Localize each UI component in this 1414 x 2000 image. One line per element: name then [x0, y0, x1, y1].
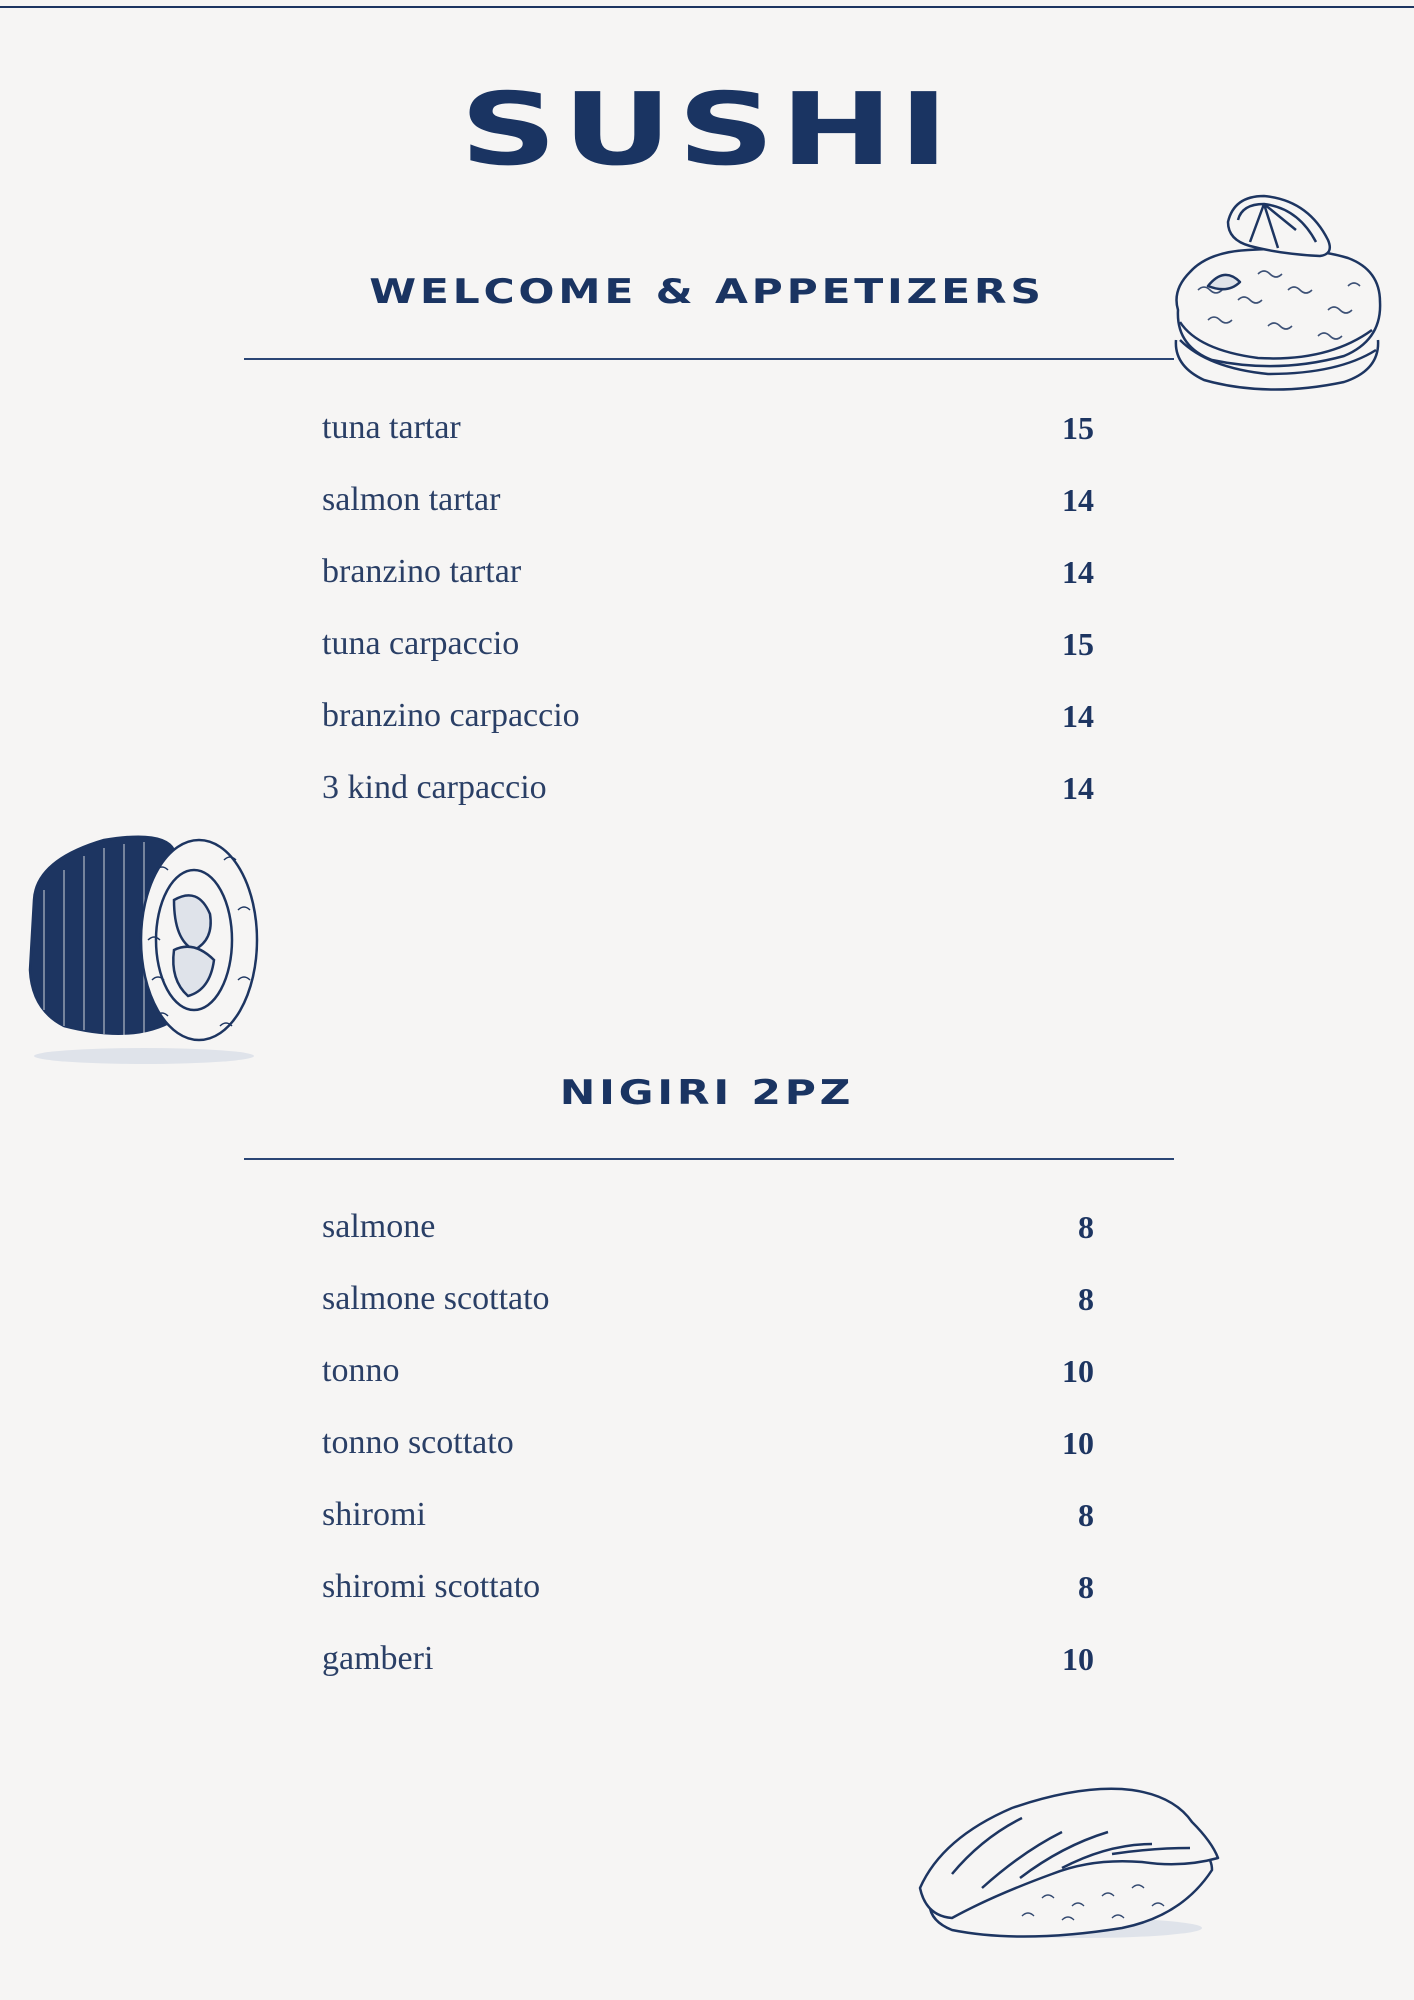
- menu-item: [322, 1551, 1096, 1623]
- item-name: 3 kind carpaccio: [322, 769, 547, 806]
- item-name: branzino carpaccio: [322, 697, 580, 734]
- maki-roll-illustration: [24, 830, 264, 1070]
- page-title: SUSHI: [459, 71, 955, 188]
- item-price: 14: [1062, 553, 1094, 590]
- menu-item: [322, 464, 1096, 536]
- item-price: 8: [1078, 1280, 1094, 1317]
- section-divider: [244, 358, 1174, 360]
- section-title-appetizers: WELCOME & APPETIZERS: [369, 272, 1045, 312]
- item-name: tuna carpaccio: [322, 625, 520, 662]
- item-price: 15: [1062, 625, 1094, 662]
- item-price: 14: [1062, 481, 1094, 518]
- item-price: 8: [1078, 1568, 1094, 1605]
- item-name: salmon tartar: [322, 481, 501, 518]
- item-price: 10: [1062, 1640, 1094, 1677]
- item-price: 10: [1062, 1352, 1094, 1389]
- menu-item: [322, 752, 1096, 824]
- item-price: 10: [1062, 1424, 1094, 1461]
- menu-item: [322, 1407, 1096, 1479]
- item-name: tonno: [322, 1352, 400, 1389]
- menu-item: [322, 680, 1096, 752]
- item-price: 14: [1062, 697, 1094, 734]
- item-name: tonno scottato: [322, 1424, 514, 1461]
- item-name: shiromi: [322, 1496, 426, 1533]
- item-name: tuna tartar: [322, 409, 461, 446]
- menu-item: [322, 608, 1096, 680]
- section-divider: [244, 1158, 1174, 1160]
- item-price: 15: [1062, 409, 1094, 446]
- top-border-line: [0, 6, 1414, 8]
- item-name: branzino tartar: [322, 553, 522, 590]
- menu-item: [322, 1479, 1096, 1551]
- item-price: 8: [1078, 1496, 1094, 1533]
- nigiri-illustration: [912, 1778, 1224, 1944]
- item-name: salmone: [322, 1208, 436, 1245]
- item-name: salmone scottato: [322, 1280, 550, 1317]
- item-name: gamberi: [322, 1640, 434, 1677]
- menu-item: [322, 392, 1096, 464]
- menu-item: [322, 1335, 1096, 1407]
- appetizers-list: [322, 392, 1096, 824]
- menu-item: [322, 536, 1096, 608]
- menu-item: [322, 1623, 1096, 1695]
- nigiri-list: [322, 1191, 1096, 1695]
- section-title-nigiri: NIGIRI 2PZ: [559, 1073, 855, 1113]
- menu-item: [322, 1191, 1096, 1263]
- item-price: 14: [1062, 769, 1094, 806]
- item-name: shiromi scottato: [322, 1568, 541, 1605]
- menu-item: [322, 1263, 1096, 1335]
- tartare-illustration: [1168, 190, 1388, 400]
- item-price: 8: [1078, 1208, 1094, 1245]
